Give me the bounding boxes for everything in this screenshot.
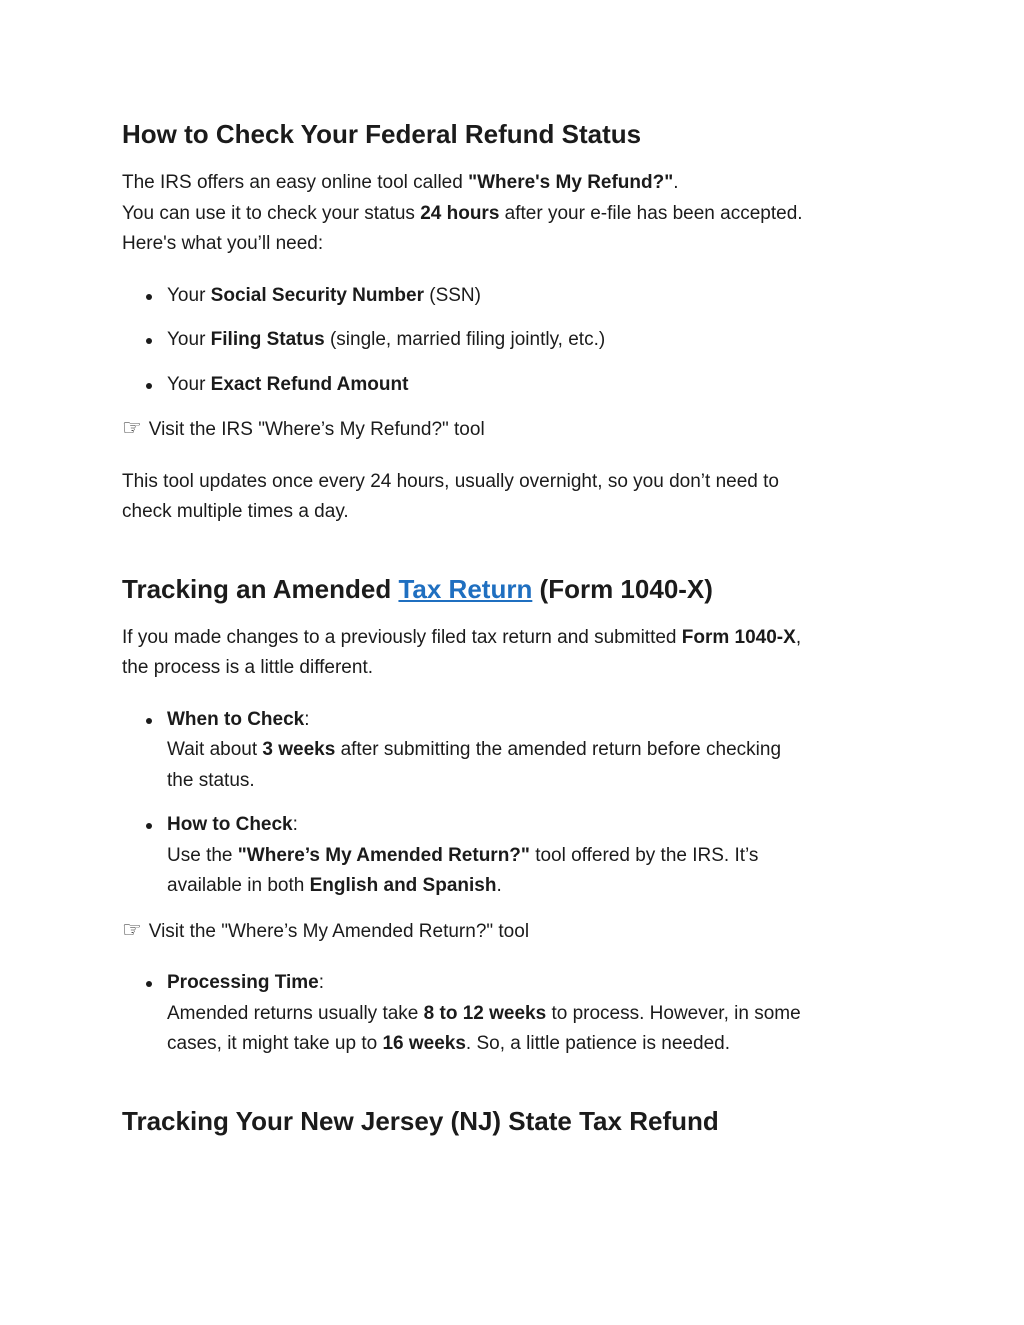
requirements-list xyxy=(122,281,924,401)
text-line: the status. xyxy=(167,769,255,791)
text-segment: Amended returns usually take xyxy=(167,1002,424,1024)
form-1040x-bold: Form 1040-X xyxy=(681,626,796,648)
visit-amended-tool-line xyxy=(122,916,924,948)
tool-name-bold: "Where's My Refund?" xyxy=(468,172,674,193)
section-heading-nj-refund: Tracking Your New Jersey (NJ) State Tax Refund xyxy=(122,1105,719,1136)
text-line: the process is a little different. xyxy=(122,657,373,678)
bullet-icon xyxy=(146,718,152,724)
bullet-icon xyxy=(146,981,152,987)
heading-segment: (Form 1040-X) xyxy=(532,573,713,604)
tax-return-link[interactable]: Tax Return xyxy=(398,573,533,604)
text-line: Here's what you’ll need: xyxy=(122,233,324,254)
requirement-bold: Social Security Number xyxy=(210,284,424,306)
text-line xyxy=(167,1029,924,1060)
federal-note-paragraph xyxy=(122,467,924,528)
text-line xyxy=(167,735,924,766)
list-item xyxy=(122,370,924,401)
list-item xyxy=(122,810,924,902)
text-segment: tool offered by the IRS. It’s xyxy=(529,844,759,866)
text-line xyxy=(167,999,924,1030)
max-weeks-bold: 16 weeks xyxy=(382,1033,466,1054)
heading-segment: Tracking an Amended xyxy=(122,573,399,604)
text-segment: , xyxy=(795,626,802,648)
text-segment: You can use it to check your status xyxy=(122,202,421,224)
list-item-text xyxy=(167,370,924,401)
text-line xyxy=(167,841,924,872)
text-line xyxy=(122,623,924,654)
text-line: This tool updates once every 24 hours, usually overnight, so you don’t need to xyxy=(122,470,779,492)
list-item xyxy=(122,281,924,312)
text-segment: : xyxy=(318,972,324,993)
pointing-hand-icon: ☞ xyxy=(122,917,142,943)
list-item xyxy=(122,968,924,1060)
amended-tool-name-bold: "Where’s My Amended Return?" xyxy=(237,844,530,866)
text-line xyxy=(167,968,924,999)
bullet-icon xyxy=(146,294,152,300)
text-segment: available in both xyxy=(167,875,310,896)
text-segment: after submitting the amended return before checking xyxy=(335,739,782,760)
pointing-hand-icon: ☞ xyxy=(122,416,142,441)
languages-bold: English and Spanish xyxy=(309,875,497,896)
bullet-icon xyxy=(146,383,152,389)
when-to-check-title: When to Check xyxy=(167,708,305,730)
text-segment: Your xyxy=(167,373,211,395)
text-line xyxy=(122,199,924,230)
bullet-icon xyxy=(146,823,152,829)
text-segment: If you made changes to a previously filed tax return and submitted xyxy=(122,626,682,648)
visit-tool-label: Visit the "Where’s My Amended Return?" tool xyxy=(148,920,530,942)
text-segment: cases, it might take up to xyxy=(167,1033,383,1054)
requirement-bold: Exact Refund Amount xyxy=(210,373,409,395)
text-line: check multiple times a day. xyxy=(122,501,349,522)
list-item-text xyxy=(167,281,924,312)
list-item-text xyxy=(167,705,924,797)
list-item-text xyxy=(167,325,924,356)
text-segment: (single, married filing jointly, etc.) xyxy=(324,329,606,350)
hours-bold: 24 hours xyxy=(420,202,500,224)
list-item-text xyxy=(167,810,924,902)
list-item xyxy=(122,705,924,797)
bullet-icon xyxy=(146,338,152,344)
text-segment: . xyxy=(496,875,502,896)
text-segment: Wait about xyxy=(167,739,263,760)
text-line xyxy=(122,168,924,199)
text-segment: The IRS offers an easy online tool called xyxy=(122,172,469,193)
weeks-bold: 3 weeks xyxy=(262,739,336,760)
amended-intro-paragraph xyxy=(122,623,924,684)
federal-intro-paragraph xyxy=(122,168,924,260)
text-segment: to process. However, in some xyxy=(546,1002,801,1024)
list-item xyxy=(122,325,924,356)
weeks-range-bold: 8 to 12 weeks xyxy=(423,1002,547,1024)
processing-time-list xyxy=(122,968,924,1060)
text-segment: Your xyxy=(167,284,211,306)
visit-tool-label: Visit the IRS "Where’s My Refund?" tool xyxy=(148,419,485,440)
text-segment: : xyxy=(304,708,310,730)
text-segment: : xyxy=(292,814,298,835)
amended-steps-list xyxy=(122,705,924,902)
text-line xyxy=(167,810,924,841)
section-heading-federal-refund: How to Check Your Federal Refund Status xyxy=(122,119,642,149)
processing-time-title: Processing Time xyxy=(167,972,319,993)
text-segment: . xyxy=(673,172,679,193)
text-segment: after your e-file has been accepted. xyxy=(499,202,803,224)
visit-federal-tool-line xyxy=(122,414,924,446)
text-segment: Your xyxy=(167,329,211,350)
text-segment: . So, a little patience is needed. xyxy=(465,1033,730,1054)
text-line xyxy=(167,871,924,902)
text-segment: Use the xyxy=(167,844,238,866)
text-segment: (SSN) xyxy=(423,284,481,306)
requirement-bold: Filing Status xyxy=(210,329,325,350)
text-line xyxy=(167,705,924,736)
list-item-text xyxy=(167,968,924,1060)
how-to-check-title: How to Check xyxy=(167,814,293,835)
section-heading-amended-return xyxy=(122,573,924,605)
